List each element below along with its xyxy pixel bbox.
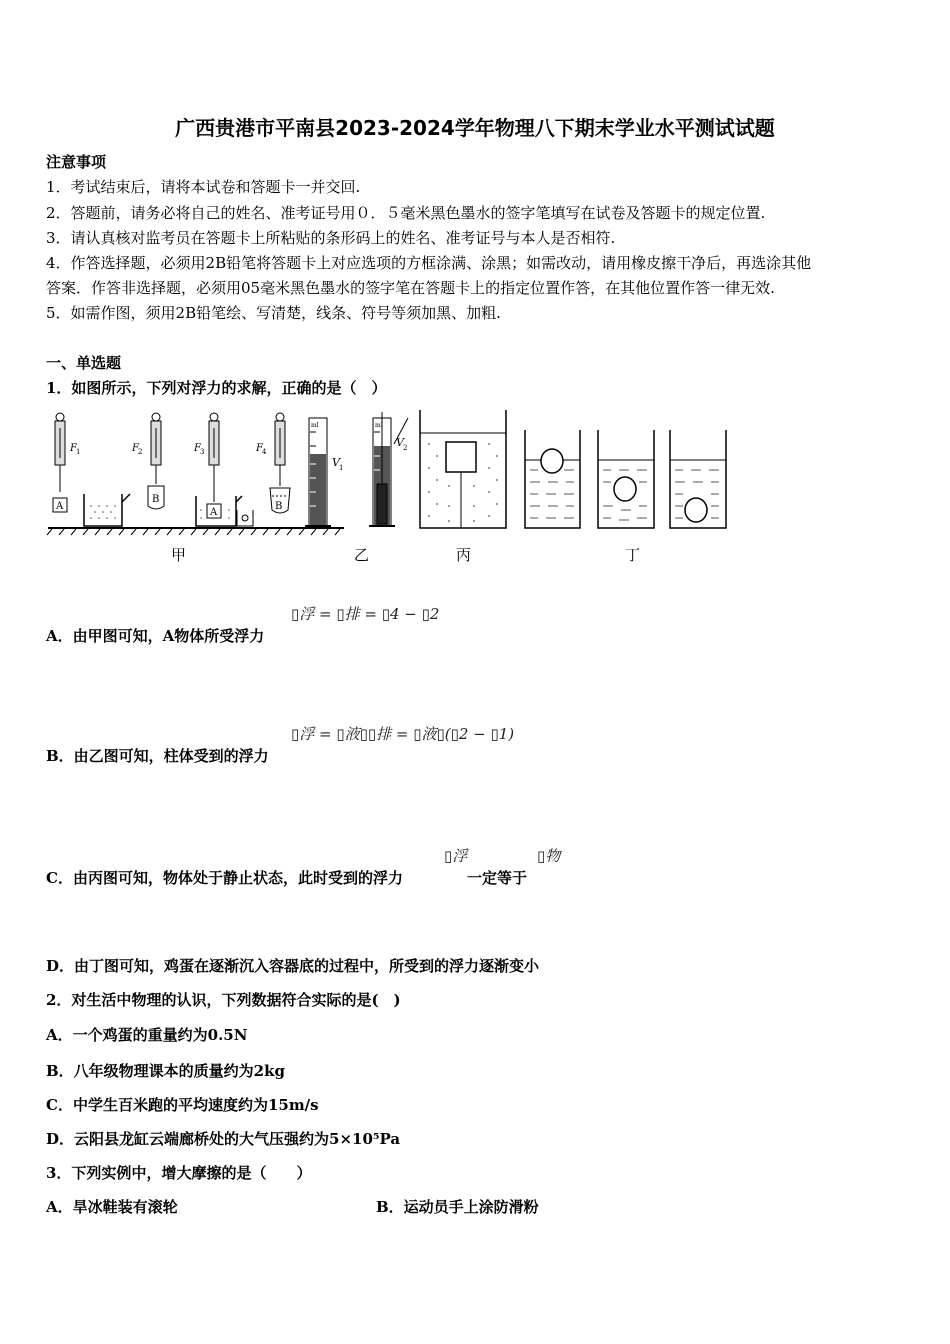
notice-item: 答案．作答非选择题，必须用05毫米黑色墨水的签字笔在答题卡上的指定位置作答，在其他位置作答一律无效. <box>46 279 775 297</box>
label-V1: V <box>332 456 340 469</box>
label-F2-sub: 2 <box>138 448 143 456</box>
caption-yi: 乙 <box>354 546 370 564</box>
label-F4: F <box>256 443 263 454</box>
spring-scale-4 <box>270 413 290 513</box>
question-2-stem: 2．对生活中物理的认识，下列数据符合实际的是( ) <box>46 991 401 1009</box>
question-3-stem: 3．下列实例中，增大摩擦的是（ ） <box>46 1164 312 1182</box>
q1-option-b-formula: ▯浮 = ▯液▯▯排 = ▯液▯(▯2 − ▯1) <box>291 725 515 743</box>
caption-jia: 甲 <box>171 546 187 564</box>
section-heading: 一、单选题 <box>46 354 122 372</box>
spring-scale-3 <box>196 413 242 526</box>
label-A: A <box>56 501 64 512</box>
notice-heading: 注意事项 <box>46 153 107 171</box>
notice-item: 1．考试结束后，请将本试卷和答题卡一并交回. <box>46 178 361 196</box>
caption-ding: 丁 <box>625 546 641 564</box>
caption-bing: 丙 <box>456 546 472 564</box>
notice-item: 5．如需作图，须用2B铅笔绘、写清楚，线条、符号等须加黑、加粗. <box>46 304 501 322</box>
beaker-ding-2 <box>598 430 654 528</box>
q2-option-d: D．云阳县龙缸云端廊桥处的大气压强约为5×10⁵Pa <box>46 1130 401 1148</box>
q2-option-c: C．中学生百米跑的平均速度约为15m/s <box>46 1096 319 1114</box>
q1-option-a: A．由甲图可知，A物体所受浮力 <box>46 627 265 645</box>
page-title: 广西贵港市平南县2023-2024学年物理八下期末学业水平测试试题 <box>175 116 775 140</box>
cylinder-1-unit: ml <box>311 422 319 429</box>
label-B: B <box>152 494 160 505</box>
notice-item: 4．作答选择题，必须用2B铅笔将答题卡上对应选项的方框涂满、涂黑；如需改动，请用橡皮擦干净后，再选涂其他 <box>46 254 812 272</box>
label-A-2: A <box>210 507 218 518</box>
q1-option-c-symbol-2: ▯物 <box>537 847 561 865</box>
q1-option-c-middle: 一定等于 <box>467 869 528 887</box>
label-V2: V <box>396 436 404 449</box>
q1-figure <box>44 406 734 570</box>
notice-item: 2．答题前，请务必将自己的姓名、准考证号用０．５毫米黑色墨水的签字笔填写在试卷及答题卡的规定位置. <box>46 204 766 222</box>
label-F3-sub: 3 <box>200 448 205 456</box>
bucket-b-collecting <box>237 510 253 526</box>
spring-scale-1 <box>53 413 67 512</box>
cylinder-2-unit: ml <box>375 422 383 429</box>
q1-option-c-symbol-1: ▯浮 <box>444 847 468 865</box>
q1-option-c: C．由丙图可知，物体处于静止状态，此时受到的浮力 <box>46 869 403 887</box>
label-F2: F <box>132 443 139 454</box>
label-B-2: B <box>275 501 283 512</box>
notice-item: 3．请认真核对监考员在答题卡上所粘贴的条形码上的姓名、准考证号与本人是否相符. <box>46 229 616 247</box>
q1-option-d: D．由丁图可知，鸡蛋在逐渐沉入容器底的过程中，所受到的浮力逐渐变小 <box>46 957 540 975</box>
measuring-cylinder-1 <box>305 418 331 526</box>
label-F1: F <box>70 443 77 454</box>
question-1-stem: 1．如图所示，下列对浮力的求解，正确的是（ ） <box>46 379 387 397</box>
label-F3: F <box>194 443 201 454</box>
container-bing <box>420 410 506 528</box>
q1-option-a-formula: ▯浮 = ▯排 = ▯4 − ▯2 <box>291 605 440 623</box>
label-F4-sub: 4 <box>262 448 267 456</box>
label-V1-sub: 1 <box>339 464 344 472</box>
q3-option-b: B．运动员手上涂防滑粉 <box>376 1198 539 1216</box>
ground-hatch <box>47 529 340 535</box>
q2-option-a: A．一个鸡蛋的重量约为0.5N <box>46 1026 248 1044</box>
measuring-cylinder-2 <box>369 412 408 526</box>
overflow-beaker-1 <box>84 494 130 526</box>
q1-option-b: B．由乙图可知，柱体受到的浮力 <box>46 747 269 765</box>
q2-option-b: B．八年级物理课本的质量约为2kg <box>46 1062 285 1080</box>
q3-option-a: A．旱冰鞋装有滚轮 <box>46 1198 178 1216</box>
label-F1-sub: 1 <box>76 448 81 456</box>
label-V2-sub: 2 <box>403 444 408 452</box>
beaker-ding-1 <box>525 430 580 528</box>
beaker-ding-3 <box>670 430 726 528</box>
